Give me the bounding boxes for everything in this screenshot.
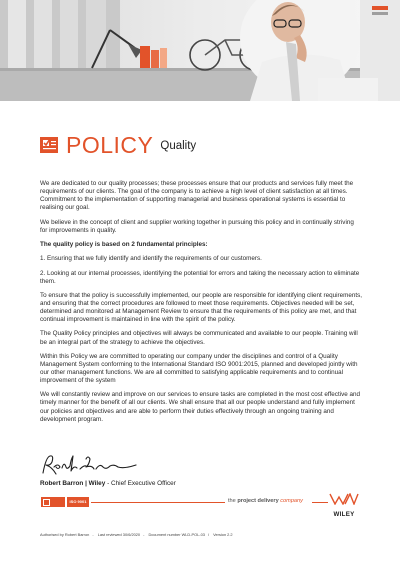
title-row <box>40 132 196 158</box>
signer-role: - Chief Executive Officer <box>105 480 176 487</box>
header-photo <box>0 0 400 101</box>
meta-document-number: Document number WLD-POL-03 <box>148 532 205 537</box>
document-meta: Authorised by Robert Barron - Last reviewed 30/6/2020 - Document number WLD-POL-03 / Version 2.2 <box>40 532 233 537</box>
wiley-mark-icon <box>329 493 359 505</box>
meta-reviewed: Last reviewed 30/6/2020 <box>97 532 141 537</box>
policy-body <box>40 180 362 430</box>
policy-paragraph: We will constantly review and improve on our services to ensure tasks are completed in the most cost effective and timely manner for the benefit of all our clients. We shall ensure that all our people understand and fully implement our policies and objectives and are able to perform their duties effectively through an ongoing training and development program. <box>40 391 361 423</box>
policy-paragraph: The Quality Policy principles and objectives will always be communicated and available to our people. Training will be an integral part of the strategy to achieve the objectives. <box>40 330 358 346</box>
page-subtitle: Quality <box>160 140 197 153</box>
meta-version: Version 2.2 <box>213 532 233 537</box>
tagline-prefix: the <box>228 498 238 504</box>
iso-check-icon <box>41 497 65 507</box>
wiley-logo <box>329 492 359 518</box>
policy-paragraph: To ensure that the policy is successfully implemented, our people are responsible for identifying client requirements, and ensuring that the correct procedures are followed to meet those requirements. Objectives needed will be set, determined and monitored at Management Review to ensure that the requirements of this policy are met, and that continual improvement is maintained in line with the spirit of the policy. <box>40 291 363 324</box>
page-title: POLICY <box>66 131 154 158</box>
footer-divider <box>312 502 328 503</box>
tagline-mid: project delivery <box>237 498 279 504</box>
brand-name: WILEY <box>333 511 355 518</box>
policy-paragraph: Within this Policy we are committed to operating our company under the disciplines and control of a Quality Management System conforming to the International Standard ISO 9001:2015, planned and developed jointly with our other management functions. We are all committed to satisfying applicable requirements and to continual improvement of the system <box>40 352 358 385</box>
company-tagline <box>228 497 303 506</box>
iso-badge-label: ISO 9001 <box>67 497 89 507</box>
policy-document-icon <box>40 135 60 155</box>
principle-item: 1. Ensuring that we fully identify and identify the requirements of our customers. <box>40 255 262 263</box>
policy-paragraph: We believe in the concept of client and supplier working together in pursuing this policy and in continually striving for improvements in quality. <box>40 218 354 234</box>
policy-paragraph: We are dedicated to our quality processes; these processes ensure that our products and services fully meet the requirements of our clients. The goal of the company is to achieve a high level of client satisfaction at all times. Commitment to the implementation of supporting managerial and business operational systems is essential to realising our goal. <box>40 180 354 212</box>
principles-heading: The quality policy is based on 2 fundamental principles: <box>40 240 208 248</box>
handwritten-signature <box>40 453 140 477</box>
signer-name: Robert Barron | Wiley <box>40 480 106 487</box>
tagline-suffix: company <box>278 498 303 504</box>
meta-authorised: Authorised by Robert Barron <box>40 532 90 537</box>
signer-line <box>40 480 176 487</box>
footer-divider <box>91 502 225 503</box>
principle-item: 2. Looking at our internal processes, identifying the potential for errors and taking the necessary action to eliminate them. <box>40 269 360 285</box>
